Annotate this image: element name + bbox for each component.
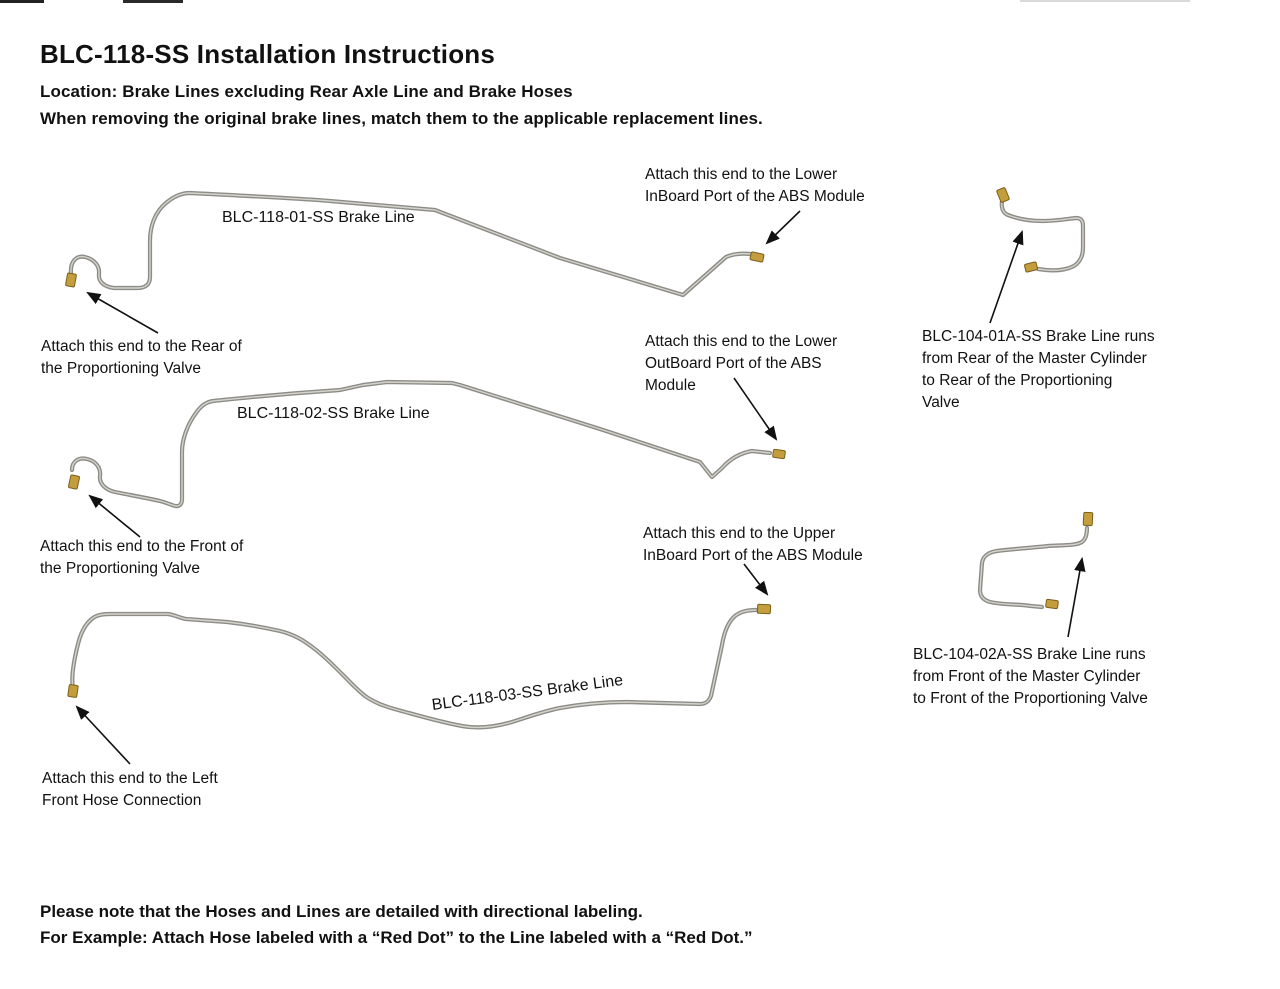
pointer-arrow (77, 707, 130, 764)
annotation-blc-104-02a (913, 644, 1148, 710)
annotation-text: InBoard Port of the ABS Module (643, 547, 863, 564)
brass-fitting (1083, 512, 1093, 525)
pointer-arrow (1068, 559, 1082, 637)
annotation-text: BLC-104-02A-SS Brake Line runs (913, 646, 1146, 663)
brass-fitting (1024, 262, 1038, 273)
pointer-arrow (767, 211, 800, 243)
location-line: Location: Brake Lines excluding Rear Axle Line and Brake Hoses (40, 82, 573, 101)
scan-artifact-bar (123, 0, 183, 3)
pointer-arrow (990, 232, 1022, 323)
brake-line-104a (996, 187, 1083, 272)
page-title: BLC-118-SS Installation Instructions (40, 39, 496, 69)
annotation-text: Front Hose Connection (42, 792, 202, 809)
brass-fitting (1046, 599, 1059, 609)
brake-line-3 (68, 604, 771, 727)
pointer-arrow (90, 496, 140, 537)
annotation-text: to Rear of the Proportioning (922, 372, 1113, 389)
brass-fitting (68, 475, 80, 490)
annotation-text: Valve (922, 394, 960, 411)
annotation-text: InBoard Port of the ABS Module (645, 188, 865, 205)
brass-fitting (773, 449, 786, 459)
annotation-line1-right (645, 164, 865, 208)
brass-fitting (65, 273, 76, 287)
annotation-text: OutBoard Port of the ABS (645, 355, 822, 372)
annotation-text: from Rear of the Master Cylinder (922, 350, 1147, 367)
annotation-text: Attach this end to the Upper (643, 525, 836, 542)
scan-artifact-bar (1020, 0, 1190, 2)
annotation-line2-right (645, 331, 837, 397)
part-label-blc-118-02: BLC-118-02-SS Brake Line (237, 405, 430, 422)
annotation-text: the Proportioning Valve (41, 360, 201, 377)
brake-line-2 (68, 382, 785, 506)
annotation-text: Attach this end to the Front of (40, 538, 244, 555)
instruction-line: When removing the original brake lines, match them to the applicable replacement lines. (40, 109, 763, 128)
annotation-text: Module (645, 377, 696, 394)
annotation-text: to Front of the Proportioning Valve (913, 690, 1148, 707)
annotation-line3-left (42, 768, 218, 812)
annotation-blc-104-01a (922, 326, 1155, 414)
scan-artifact-bar (0, 0, 44, 3)
part-label-blc-118-01: BLC-118-01-SS Brake Line (222, 209, 415, 226)
annotation-line2-left (40, 536, 243, 580)
pointer-arrow (744, 564, 767, 594)
footer-note-2: For Example: Attach Hose labeled with a “Red Dot” to the Line labeled with a “Red Dot.” (40, 928, 753, 947)
annotation-text: Attach this end to the Rear of (41, 338, 242, 355)
annotation-text: BLC-104-01A-SS Brake Line runs (922, 328, 1155, 345)
brass-fitting (68, 684, 79, 697)
footer-note-1: Please note that the Hoses and Lines are detailed with directional labeling. (40, 902, 643, 921)
brass-fitting (750, 252, 764, 263)
annotation-line1-left (41, 336, 242, 380)
brass-fitting (757, 604, 770, 614)
brass-fitting (996, 187, 1009, 202)
annotation-text: the Proportioning Valve (40, 560, 200, 577)
annotation-text: Attach this end to the Lower (645, 333, 838, 350)
pointer-arrow (88, 293, 158, 333)
annotation-text: Attach this end to the Lower (645, 166, 838, 183)
annotation-text: from Front of the Master Cylinder (913, 668, 1141, 685)
brake-line-104b (980, 512, 1093, 609)
part-label-blc-118-03: BLC-118-03-SS Brake Line (430, 671, 625, 714)
annotation-line3-right (643, 523, 863, 567)
annotation-text: Attach this end to the Left (42, 770, 218, 787)
